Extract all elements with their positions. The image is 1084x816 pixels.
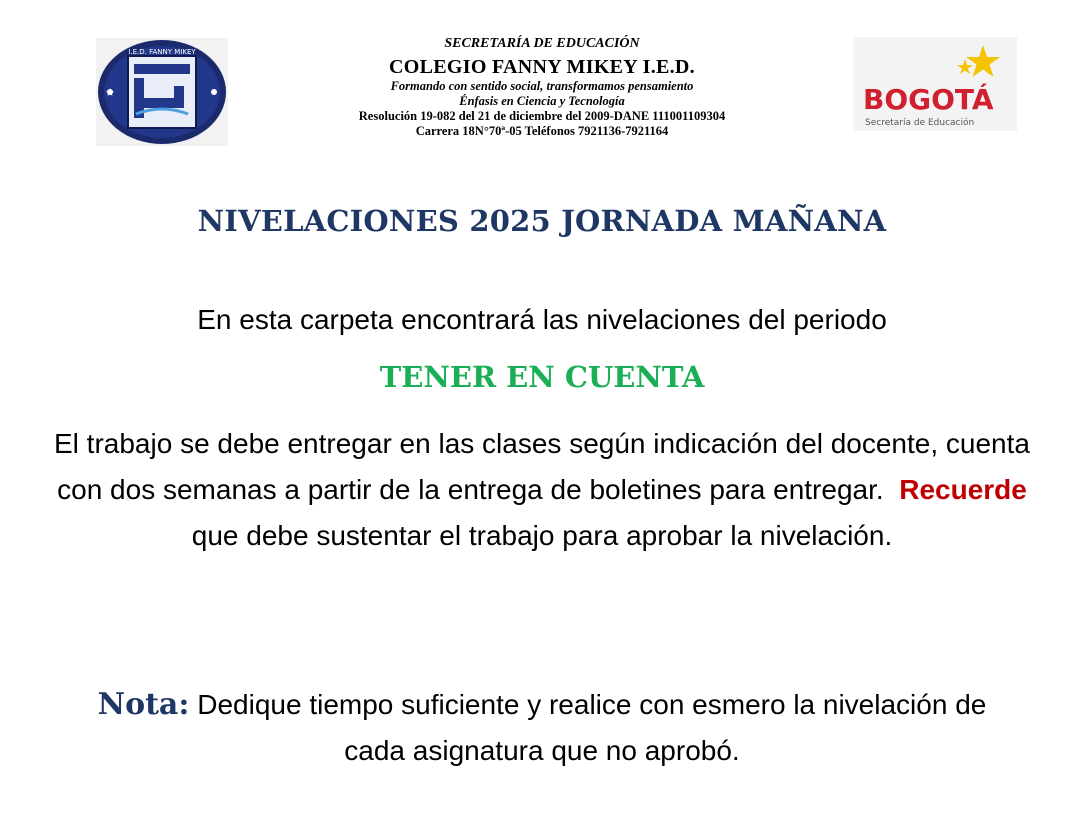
- note-text: Dedique tiempo suficiente y realice con esmero la nivelación de cada asignatura que no aprobó.: [197, 689, 987, 766]
- school-emphasis: Énfasis en Ciencia y Tecnología: [459, 93, 625, 108]
- instructions-paragraph: [50, 421, 1034, 559]
- svg-text:Secretaría de Educación: Secretaría de Educación: [865, 118, 975, 128]
- svg-text:I.E.D. FANNY MIKEY: I.E.D. FANNY MIKEY: [128, 48, 196, 56]
- instructions-part1: El trabajo se debe entregar en las clases según indicación del docente, cuenta con dos semanas a partir de la entrega de boletines para entregar.: [54, 428, 1030, 505]
- recuerde-highlight: Recuerde: [899, 474, 1027, 505]
- secretaria-heading: SECRETARÍA DE EDUCACIÓN: [444, 36, 640, 51]
- address-line: Carrera 18N°70ª-05 Teléfonos 7921136-7921164: [415, 123, 669, 138]
- tener-en-cuenta-heading: TENER EN CUENTA: [379, 360, 705, 394]
- note-label: Nota:: [97, 687, 190, 722]
- school-motto: Formando con sentido social, transformamos pensamiento: [390, 78, 694, 93]
- star-icon: [966, 45, 1000, 77]
- school-name: COLEGIO FANNY MIKEY I.E.D.: [389, 55, 695, 78]
- svg-text:BOGOTÁ: BOGOTÁ: [863, 83, 994, 116]
- resolution-line: Resolución 19-082 del 21 de diciembre del 2009-DANE 111001109304: [358, 108, 726, 123]
- note-paragraph: [80, 682, 1004, 774]
- school-crest-logo: [96, 38, 228, 146]
- letterhead: [0, 30, 1084, 175]
- bogota-logo-icon: [853, 37, 1017, 131]
- school-crest-icon: [96, 38, 228, 146]
- instructions-part2: que debe sustentar el trabajo para aprobar la nivelación.: [191, 520, 893, 551]
- intro-text: En esta carpeta encontrará las nivelaciones del periodo: [197, 304, 887, 335]
- page-title: NIVELACIONES 2025 JORNADA MAÑANA: [197, 204, 887, 238]
- bogota-education-logo: [853, 37, 1017, 131]
- letterhead-text: [240, 36, 844, 139]
- small-star-icon: [957, 59, 973, 74]
